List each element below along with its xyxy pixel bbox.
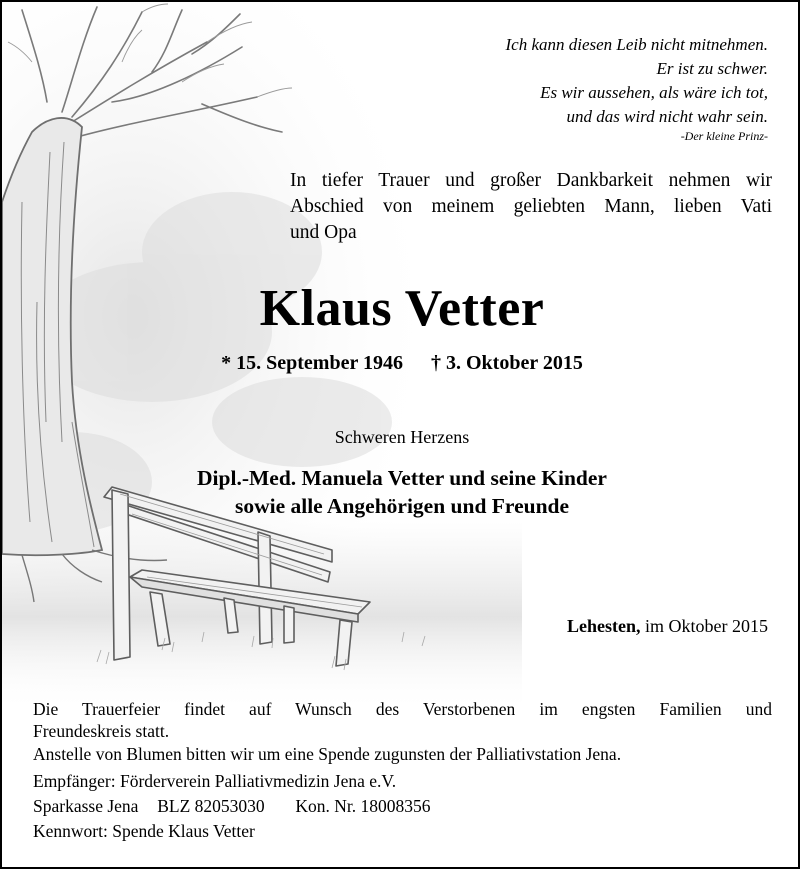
mourners-line-1: Dipl.-Med. Manuela Vetter und seine Kinder [197,466,607,490]
deceased-name: Klaus Vetter [259,280,545,337]
intro-line-1: In tiefer Trauer und großer Dankbarkeit nehmen wir [290,170,772,191]
life-dates [2,352,800,375]
quote-line-4: und das wird nicht wahr sein. [566,107,768,126]
quote-line-1: Ich kann diesen Leib nicht mitnehmen. [505,35,768,54]
intro-line-2: Abschied von meinem geliebten Mann, lieben Vati [290,196,772,217]
quote-line-2: Er ist zu schwer. [656,59,768,78]
mourners-line-2: sowie alle Angehörigen und Freunde [234,494,570,518]
intro-text [290,168,772,246]
mourners-intro: Schweren Herzens [334,427,470,447]
bank-name: Sparkasse Jena [33,796,139,816]
place-date [567,616,768,637]
funeral-info-line-1: Die Trauerfeier findet auf Wunsch des Verstorbenen im engsten Familien und [33,699,772,719]
funeral-info-line-2: Freundeskreis statt. [33,721,170,741]
donation-recipient: Empfänger: Förderverein Palliativmedizin Jena e.V. [33,771,397,791]
account-number: Kon. Nr. 18008356 [295,796,431,816]
notice-date: im Oktober 2015 [645,616,768,636]
birth-date: * 15. September 1946 [221,352,403,374]
place-name: Lehesten, [567,616,641,636]
quote-source: -Der kleine Prinz- [680,129,768,143]
donation-keyword: Kennwort: Spende Klaus Vetter [33,821,255,841]
intro-line-3: und Opa [290,222,357,243]
donation-request: Anstelle von Blumen bitten wir um eine Spende zugunsten der Palliativstation Jena. [33,744,622,764]
bank-code: BLZ 82053030 [157,796,265,816]
death-date: † 3. Oktober 2015 [430,352,583,374]
bank-details [33,795,772,817]
quote-line-3: Es wir aussehen, als wäre ich tot, [540,83,768,102]
